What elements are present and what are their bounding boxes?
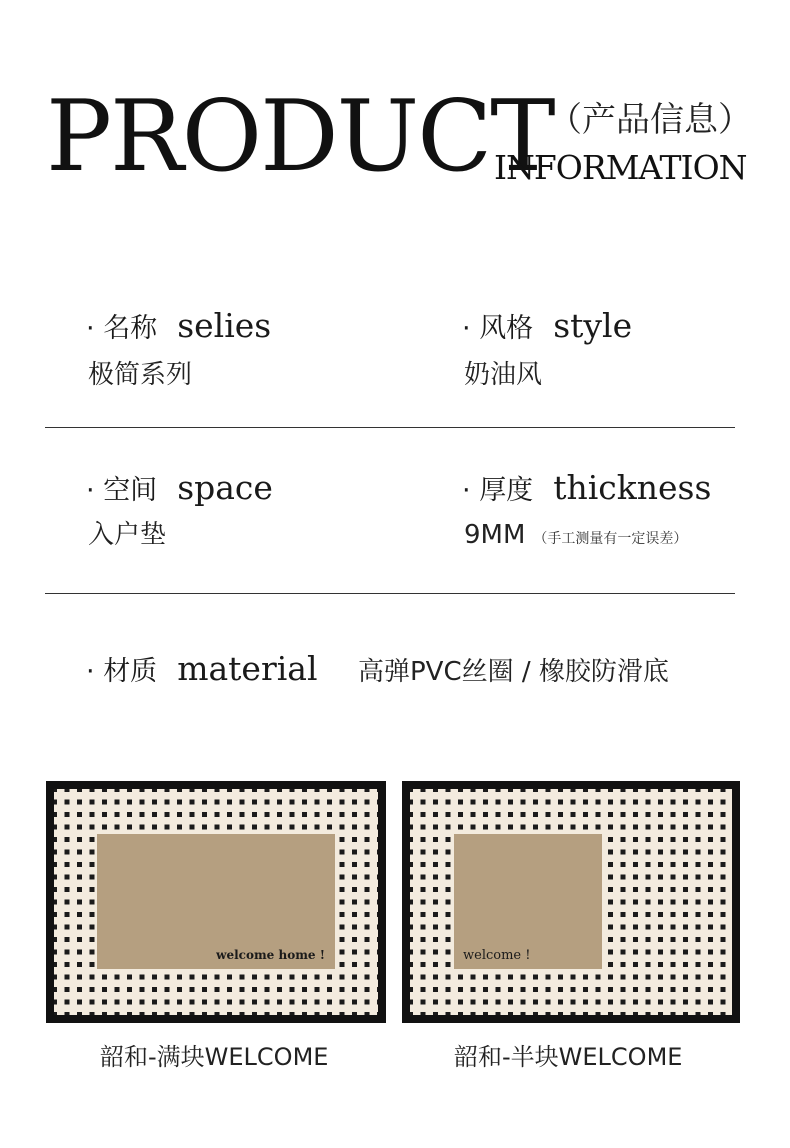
doormat-half-welcome-image	[402, 781, 740, 1023]
spec-thickness-value	[464, 518, 687, 556]
spec-space-label	[86, 470, 273, 509]
divider	[45, 427, 735, 428]
bullet: ·	[462, 313, 471, 344]
mat-text: welcome home !	[216, 948, 325, 962]
spec-style-value: 奶油风	[464, 360, 543, 390]
spec-material-value: 高弹PVC丝圈 / 橡胶防滑底	[358, 657, 669, 687]
spec-material-label	[86, 651, 318, 690]
page-subtitle: INFORMATION	[494, 148, 747, 187]
thickness-number: 9MM	[464, 520, 526, 550]
spec-style-cn: 风格	[479, 313, 534, 344]
page-title-cn: （产品信息）	[548, 100, 752, 140]
spec-space-en: space	[177, 468, 273, 507]
bullet: ·	[86, 475, 95, 506]
product-caption-half: 韶和-半块WELCOME	[454, 1043, 683, 1071]
spec-style-en: style	[553, 306, 633, 345]
spec-material-en: material	[177, 649, 318, 688]
spec-material-cn: 材质	[103, 656, 158, 687]
spec-series-cn: 名称	[103, 313, 158, 344]
spec-series-value: 极简系列	[88, 360, 193, 390]
bullet: ·	[86, 656, 95, 687]
page-title: PRODUCT	[46, 80, 554, 194]
bullet: ·	[462, 475, 471, 506]
spec-space-value: 入户垫	[88, 520, 167, 550]
spec-series-en: selies	[177, 306, 272, 345]
spec-thickness-cn: 厚度	[479, 475, 534, 506]
doormat-full-welcome-image	[46, 781, 386, 1023]
spec-style-label	[462, 308, 632, 347]
mat-text: welcome !	[463, 948, 531, 963]
spec-series-label	[86, 308, 271, 347]
spec-thickness-label	[462, 470, 711, 509]
product-caption-full: 韶和-满块WELCOME	[100, 1043, 329, 1071]
thickness-note: （手工测量有一定误差）	[533, 531, 688, 547]
spec-thickness-en: thickness	[553, 468, 712, 507]
divider	[45, 593, 735, 594]
spec-space-cn: 空间	[103, 475, 158, 506]
bullet: ·	[86, 313, 95, 344]
